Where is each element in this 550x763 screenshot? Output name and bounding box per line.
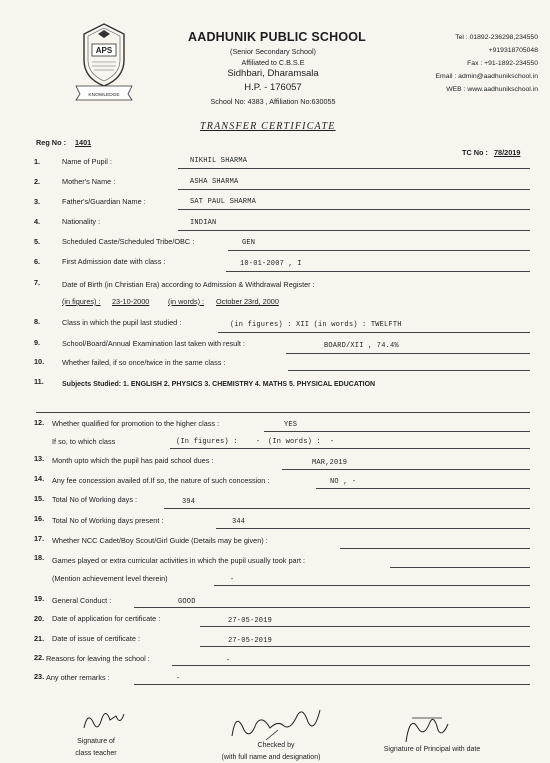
field-rule	[226, 271, 530, 272]
field-rule	[288, 370, 530, 371]
reg-value: 1401	[75, 138, 92, 147]
field-rule	[200, 626, 530, 627]
affiliation-text: Affiliated to C.B.S.E	[241, 58, 305, 67]
field-label-category: Scheduled Caste/Scheduled Tribe/OBC :	[62, 237, 195, 246]
field-rule	[214, 585, 530, 586]
field-rule	[286, 353, 530, 354]
field-rule	[316, 488, 530, 489]
sig-label-principal: Signature of Principal with date	[383, 746, 481, 753]
field-value-days-present: 344	[232, 518, 246, 526]
field-label-games: Games played or extra curricular activities in which the pupil usually took part :	[52, 556, 306, 565]
school-town: Sidhbari, Dharamsala	[227, 68, 319, 79]
field-number: 5.	[34, 237, 41, 246]
field-number: 1.	[34, 157, 41, 166]
field-rule	[178, 189, 530, 190]
dob-figures-label: (in figures) :	[62, 297, 101, 306]
field-value-conduct: GOOD	[178, 598, 196, 606]
field-value-father: SAT PAUL SHARMA	[190, 198, 257, 206]
field-rule	[36, 412, 530, 413]
field-number: 3.	[34, 197, 41, 206]
field-label-ncc: Whether NCC Cadet/Boy Scout/Girl Guide (Details may be given) :	[52, 536, 268, 545]
field-rule	[178, 209, 530, 210]
field-value-issue-date: 27-05-2019	[228, 637, 273, 645]
higher-class-words-label: (In words) :	[268, 438, 321, 446]
field-label-promotion: Whether qualified for promotion to the higher class :	[52, 419, 220, 428]
field-label-application-date: Date of application for certificate :	[52, 614, 161, 623]
field-rule	[228, 250, 530, 251]
field-number: 21.	[34, 634, 45, 643]
field-label-conduct: General Conduct :	[52, 596, 112, 605]
higher-class-label: If so, to which class	[52, 437, 116, 446]
field-number: 15.	[34, 494, 45, 503]
dob-figures-value: 23-10-2000	[112, 297, 150, 306]
field-number: 10.	[34, 357, 45, 366]
field-number: 23.	[34, 672, 45, 681]
school-numbers: School No: 4383 , Affiliation No:630055	[210, 97, 336, 106]
contact-tel: Tel : 01892-236298,234550	[455, 34, 538, 41]
field-value-name: NIKHIL SHARMA	[190, 157, 248, 165]
dob-words-value: October 23rd, 2000	[216, 297, 279, 306]
school-level: (Senior Secondary School)	[230, 47, 316, 56]
field-number: 20.	[34, 614, 45, 623]
field-number: 12.	[34, 418, 45, 427]
field-rule	[390, 567, 530, 568]
field-number: 16.	[34, 514, 45, 523]
field-label-name: Name of Pupil :	[62, 157, 112, 166]
field-rule	[264, 431, 530, 432]
contact-fax: Fax : +91-1892-234550	[467, 60, 538, 67]
field-rule	[200, 646, 530, 647]
field-number: 18.	[34, 553, 45, 562]
field-rule	[340, 548, 530, 549]
field-rule	[134, 684, 530, 685]
field-value-mother: ASHA SHARMA	[190, 178, 239, 186]
school-state-pin: H.P. - 176057	[244, 82, 302, 93]
field-rule	[216, 528, 530, 529]
sig-label-checked-by: Checked by	[257, 742, 295, 749]
school-logo	[72, 20, 136, 108]
field-value-nationality: INDIAN	[190, 219, 217, 227]
field-value-dues: MAR,2019	[312, 459, 348, 467]
field-rule	[218, 332, 530, 333]
field-rule	[164, 508, 530, 509]
sig-label-teacher-2: class teacher	[75, 750, 117, 757]
field-value-admission: 10-01-2007 , I	[240, 260, 302, 268]
field-number: 9.	[34, 338, 41, 347]
logo-banner-text: KNOWLEDGE	[88, 93, 120, 98]
field-label-remarks: Any other remarks :	[46, 673, 110, 682]
field-label-working-days: Total No of Working days :	[52, 495, 138, 504]
field-number: 8.	[34, 317, 41, 326]
sig-label-teacher-1: Signature of	[77, 738, 115, 745]
contact-web: WEB : www.aadhunikschool.in	[446, 86, 538, 93]
field-number: 4.	[34, 217, 41, 226]
school-name: AADHUNIK PUBLIC SCHOOL	[188, 30, 367, 44]
field-label-dues: Month upto which the pupil has paid school dues :	[52, 456, 214, 465]
tc-value: 78/2019	[494, 148, 521, 157]
higher-class-figures-label: (In figures) :	[176, 438, 238, 446]
field-value-concession: NO , -	[330, 478, 357, 486]
field-number: 13.	[34, 454, 45, 463]
field-label-mother: Mother's Name :	[62, 177, 116, 186]
field-rule	[178, 168, 530, 169]
dob-words-label: (in words) :	[168, 297, 205, 306]
field-value-exam-result: BOARD/XII , 74.4%	[324, 342, 399, 350]
field-number: 6.	[34, 257, 41, 266]
logo-text: APS	[95, 46, 113, 55]
certificate-title: TRANSFER CERTIFICATE	[200, 121, 336, 132]
field-number: 14.	[34, 474, 45, 483]
achievement-label: (Mention achievement level therein)	[52, 574, 168, 583]
field-number: 17.	[34, 534, 45, 543]
tc-label: TC No :	[462, 148, 488, 157]
field-label-last-class: Class in which the pupil last studied :	[62, 318, 182, 327]
field-label-dob: Date of Birth (in Christian Era) according to Admission & Withdrawal Register :	[62, 280, 315, 289]
field-rule	[170, 448, 530, 449]
reg-label: Reg No :	[36, 138, 66, 147]
field-value-category: GEN	[242, 239, 256, 247]
contact-tel-2: +919318705048	[488, 47, 538, 54]
field-rule	[178, 230, 530, 231]
higher-class-words-value: -	[330, 438, 335, 446]
field-value-last-class: (in figures) : XII (in words) : TWELFTH	[230, 321, 402, 329]
field-number: 7.	[34, 278, 41, 287]
field-label-failed: Whether failed, if so once/twice in the same class :	[62, 358, 226, 367]
field-number: 2.	[34, 177, 41, 186]
field-label-issue-date: Date of issue of certificate :	[52, 634, 141, 643]
field-subjects: Subjects Studied: 1. ENGLISH 2. PHYSICS 3. CHEMISTRY 4. MATHS 5. PHYSICAL EDUCATION	[62, 381, 376, 388]
field-value-remarks: -	[176, 675, 181, 683]
field-rule	[172, 665, 530, 666]
contact-email: Email : admin@aadhunikschool.in	[435, 73, 538, 80]
class-teacher-signature	[80, 706, 130, 741]
field-rule	[134, 607, 530, 608]
field-label-concession: Any fee concession availed of.If so, the nature of such concession :	[52, 476, 270, 485]
field-value-application-date: 27-05-2019	[228, 617, 273, 625]
field-label-reasons: Reasons for leaving the school :	[46, 654, 150, 663]
field-label-exam-result: School/Board/Annual Examination last taken with result :	[62, 339, 245, 348]
field-label-nationality: Nationality :	[62, 217, 101, 226]
field-number: 22.	[34, 653, 45, 662]
field-value-working-days: 394	[182, 498, 196, 506]
field-rule	[282, 469, 530, 470]
field-label-admission: First Admission date with class :	[62, 257, 166, 266]
sig-label-checked-by-detail: (with full name and designation)	[221, 754, 321, 761]
field-label-days-present: Total No of Working days present :	[52, 516, 164, 525]
higher-class-figures-value: -	[256, 438, 261, 446]
field-value-reasons: -	[226, 657, 231, 665]
field-number: 19.	[34, 594, 45, 603]
field-value-promotion: YES	[284, 421, 298, 429]
field-label-father: Father's/Guardian Name :	[62, 197, 146, 206]
achievement-value: -	[230, 576, 235, 584]
field-number: 11.	[34, 377, 44, 386]
